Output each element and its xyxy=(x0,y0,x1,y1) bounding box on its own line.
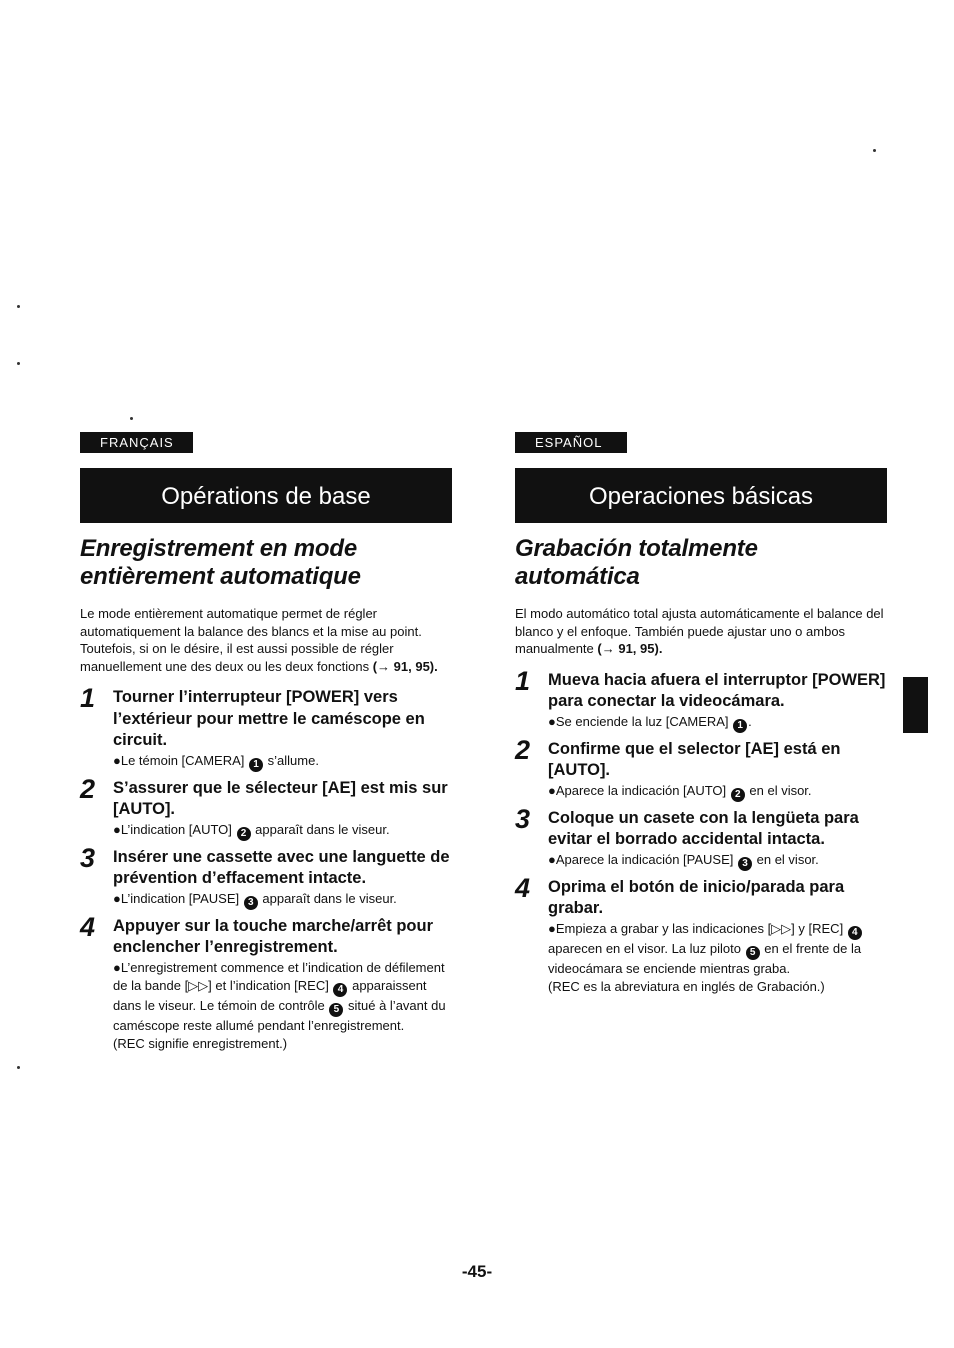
step-note xyxy=(548,851,887,871)
note-text: ●Aparece la indicación [AUTO] xyxy=(548,782,727,798)
note-text: ●L’indication [PAUSE] xyxy=(113,890,240,906)
circled-number-1: 1 xyxy=(733,719,747,733)
step-1 xyxy=(80,683,452,772)
note-text: apparaît dans le viseur. xyxy=(255,821,390,837)
language-tab-spanish: ESPAÑOL xyxy=(515,432,627,453)
language-tab-french: FRANÇAIS xyxy=(80,432,193,453)
step-2 xyxy=(515,734,887,802)
step-note xyxy=(548,782,887,802)
circled-number-3: 3 xyxy=(738,857,752,871)
scan-speck xyxy=(17,1066,20,1069)
step-number: 4 xyxy=(515,872,531,903)
circled-number-2: 2 xyxy=(731,788,745,802)
note-text: aparecen en el visor. La luz piloto xyxy=(548,940,741,956)
step-note xyxy=(113,752,452,772)
circled-number-5: 5 xyxy=(329,1003,343,1017)
circled-number-5: 5 xyxy=(746,946,760,960)
note-text: apparaissent dans le viseur. Le témoin de contrôle xyxy=(113,977,427,1013)
page-title xyxy=(80,535,452,591)
note-text: en el visor. xyxy=(749,782,812,798)
step-number: 1 xyxy=(80,683,96,713)
step-3 xyxy=(80,842,452,910)
page-number: -45- xyxy=(461,1262,493,1281)
step-number: 1 xyxy=(515,665,531,696)
step-note xyxy=(548,920,887,996)
step-title: Tourner l’interrupteur [POWER] vers l’extérieur pour mettre le caméscope en circuit. xyxy=(113,688,425,749)
step-note xyxy=(113,821,452,841)
step-number: 4 xyxy=(80,911,96,942)
note-text: ●Aparece la indicación [PAUSE] xyxy=(548,851,734,867)
note-text: ●Empieza a grabar y las indicaciones [▷▷] y [REC] xyxy=(548,920,844,936)
step-title: Confirme que el selector [AE] está en [AUTO]. xyxy=(548,739,841,779)
step-number: 3 xyxy=(80,842,96,873)
circled-number-4: 4 xyxy=(333,983,347,997)
step-number: 2 xyxy=(515,734,531,765)
circled-number-2: 2 xyxy=(237,827,251,841)
step-4 xyxy=(80,911,452,1053)
step-1 xyxy=(515,665,887,733)
intro-text: El modo automático total ajusta automáticamente el balance del blanco y el enfoque. También puede ajustar uno o ambos manualmente xyxy=(515,606,884,656)
scan-speck xyxy=(130,417,133,420)
step-note xyxy=(113,959,452,1053)
step-title: S’assurer que le sélecteur [AE] est mis sur [AUTO]. xyxy=(113,778,448,818)
note-text: ●Se enciende la luz [CAMERA] xyxy=(548,713,729,729)
section-title-bar: Operaciones básicas xyxy=(515,468,887,523)
note-extra: (REC es la abreviatura en inglés de Grabación.) xyxy=(548,978,825,994)
scan-speck xyxy=(17,362,20,365)
note-text: ●L’indication [AUTO] xyxy=(113,821,232,837)
step-title: Coloque un casete con la lengüeta para evitar el borrado accidental intacta. xyxy=(548,808,859,848)
note-text: situé à l’avant du caméscope reste allumé pendant l’enregistrement. xyxy=(113,997,446,1033)
title-line-1: Enregistrement en mode xyxy=(80,535,358,562)
intro-paragraph xyxy=(80,605,452,675)
note-text: apparaît dans le viseur. xyxy=(262,890,397,906)
scan-speck xyxy=(873,149,876,152)
step-note xyxy=(548,713,887,733)
circled-number-4: 4 xyxy=(848,926,862,940)
intro-paragraph xyxy=(515,605,887,658)
step-title: Appuyer sur la touche marche/arrêt pour enclencher l’enregistrement. xyxy=(113,916,434,956)
french-column xyxy=(80,432,452,1053)
page-reference: (→ 91, 95). xyxy=(597,641,663,656)
note-text: en el frente de la videocámara se enciende mientras graba. xyxy=(548,940,862,976)
section-thumb-tab xyxy=(903,677,928,733)
step-4 xyxy=(515,872,887,996)
note-extra: (REC signifie enregistrement.) xyxy=(113,1035,288,1051)
page-title xyxy=(515,535,887,591)
step-title: Insérer une cassette avec une languette de prévention d’effacement intacte. xyxy=(113,847,450,887)
step-note xyxy=(113,890,452,910)
note-text: en el visor. xyxy=(756,851,819,867)
intro-text: Le mode entièrement automatique permet de régler automatiquement la balance des blancs et la mise au point. Toutefois, si on le désire, il est aussi possible de régler manuellement une des deux ou les deux fonctions xyxy=(80,606,422,674)
title-line-2: entièrement automatique xyxy=(80,563,361,590)
title-line-2: automática xyxy=(515,563,640,590)
scan-speck xyxy=(17,305,20,308)
note-text: . xyxy=(748,713,752,729)
circled-number-3: 3 xyxy=(244,896,258,910)
circled-number-1: 1 xyxy=(249,758,263,772)
section-title-bar: Opérations de base xyxy=(80,468,452,523)
step-title: Oprima el botón de inicio/parada para grabar. xyxy=(548,877,845,917)
note-text: s’allume. xyxy=(267,752,319,768)
step-3 xyxy=(515,803,887,871)
spanish-column xyxy=(515,432,887,996)
step-2 xyxy=(80,773,452,841)
page-reference: (→ 91, 95). xyxy=(372,658,438,674)
step-number: 2 xyxy=(80,773,96,804)
step-number: 3 xyxy=(515,803,531,834)
step-title: Mueva hacia afuera el interruptor [POWER] para conectar la videocámara. xyxy=(548,670,886,710)
title-line-1: Grabación totalmente xyxy=(515,535,758,562)
note-text: ●L’enregistrement commence et l’indication de défilement de la bande [▷▷] et l’indication [REC] xyxy=(113,959,445,993)
note-text: ●Le témoin [CAMERA] xyxy=(113,752,245,768)
